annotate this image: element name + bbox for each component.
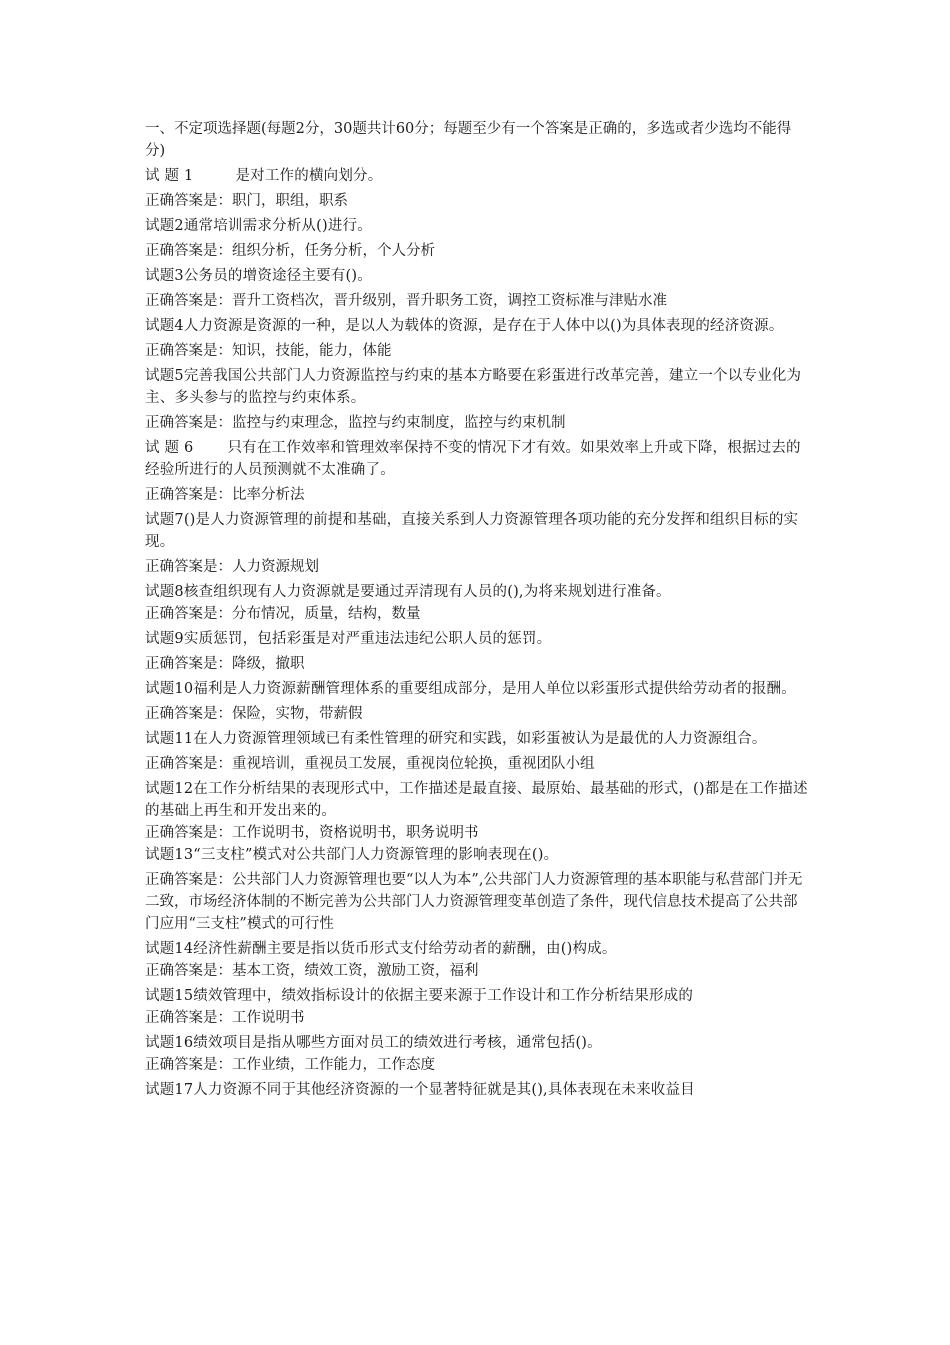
question-15: 试题15绩效管理中，绩效指标设计的依据主要来源于工作设计和工作分析结果形成的	[145, 988, 694, 1004]
question-1	[145, 165, 810, 187]
answer-9: 正确答案是：降级，撤职	[145, 656, 305, 672]
answer-4: 正确答案是：知识，技能，能力，体能	[145, 343, 392, 359]
question-6-prefix: 试 题 6	[145, 440, 194, 456]
question-2: 试题2通常培训需求分析从()进行。	[145, 218, 372, 234]
question-4: 试题4人力资源是资源的一种，是以人为载体的资源，是存在于人体中以()为具体表现的经济资源。	[145, 318, 784, 334]
question-12: 试题12在工作分析结果的表现形式中，工作描述是最直接、最原始、最基础的形式，()都是在工作描述的基础上再生和开发出来的。	[145, 781, 808, 819]
question-11: 试题11在人力资源管理领域已有柔性管理的研究和实践，如彩蛋被认为是最优的人力资源组合。	[145, 731, 767, 747]
answer-2: 正确答案是：组织分析，任务分析，个人分析	[145, 243, 435, 259]
answer-11: 正确答案是：重视培训，重视员工发展，重视岗位轮换，重视团队小组	[145, 756, 595, 772]
answer-10: 正确答案是：保险，实物，带薪假	[145, 706, 363, 722]
answer-14: 正确答案是：基本工资，绩效工资，激励工资，福利	[145, 963, 479, 979]
question-7: 试题7()是人力资源管理的前提和基础，直接关系到人力资源管理各项功能的充分发挥和组织目标的实现。	[145, 512, 799, 550]
question-16: 试题16绩效项目是指从哪些方面对员工的绩效进行考核，通常包括()。	[145, 1035, 602, 1051]
question-9: 试题9实质惩罚，包括彩蛋是对严重违法违纪公职人员的惩罚。	[145, 631, 552, 647]
answer-15: 正确答案是：工作说明书	[145, 1010, 305, 1026]
question-17: 试题17人力资源不同于其他经济资源的一个显著特征就是其(),具体表现在未来收益目	[145, 1082, 695, 1098]
answer-6: 正确答案是：比率分析法	[145, 487, 305, 503]
question-3: 试题3公务员的增资途径主要有()。	[145, 268, 372, 284]
document-body	[145, 118, 810, 1104]
question-1-prefix: 试 题 1	[145, 168, 194, 184]
answer-12: 正确答案是：工作说明书，资格说明书，职务说明书	[145, 825, 479, 841]
answer-1: 正确答案是：职门，职组，职系	[145, 193, 348, 209]
answer-5: 正确答案是：监控与约束理念，监控与约束制度，监控与约束机制	[145, 415, 566, 431]
question-1-text: 是对工作的横向划分。	[235, 168, 383, 184]
answer-3: 正确答案是：晋升工资档次，晋升级别，晋升职务工资，调控工资标准与津贴水准	[145, 293, 667, 309]
question-10: 试题10福利是人力资源薪酬管理体系的重要组成部分，是用人单位以彩蛋形式提供给劳动者的报酬。	[145, 681, 796, 697]
question-13: 试题13“三支柱”模式对公共部门人力资源管理的影响表现在()。	[145, 847, 559, 863]
answer-8: 正确答案是：分布情况，质量，结构，数量	[145, 606, 421, 622]
question-8: 试题8核查组织现有人力资源就是要通过弄清现有人员的(),为将来规划进行准备。	[145, 584, 671, 600]
question-6	[145, 437, 810, 481]
question-14: 试题14经济性薪酬主要是指以货币形式支付给劳动者的薪酬，由()构成。	[145, 941, 617, 957]
answer-16: 正确答案是：工作业绩，工作能力，工作态度	[145, 1057, 435, 1073]
answer-13: 正确答案是：公共部门人力资源管理也要“以人为本”,公共部门人力资源管理的基本职能与私营部门并无二致，市场经济体制的不断完善为公共部门人力资源管理变革创造了条件，现代信息技术提高了公共部门应用“三支柱”模式的可行性	[145, 872, 803, 932]
answer-7: 正确答案是：人力资源规划	[145, 559, 319, 575]
question-5: 试题5完善我国公共部门人力资源监控与约束的基本方略要在彩蛋进行改革完善，建立一个以专业化为主、多头参与的监控与约束体系。	[145, 368, 802, 406]
section-heading: 一、不定项选择题(每题2分，30题共计60分；每题至少有一个答案是正确的，多选或者少选均不能得分)	[145, 121, 792, 159]
question-6-text: 只有在工作效率和管理效率保持不变的情况下才有效。如果效率上升或下降，根据过去的经验所进行的人员预测就不太准确了。	[145, 440, 801, 478]
